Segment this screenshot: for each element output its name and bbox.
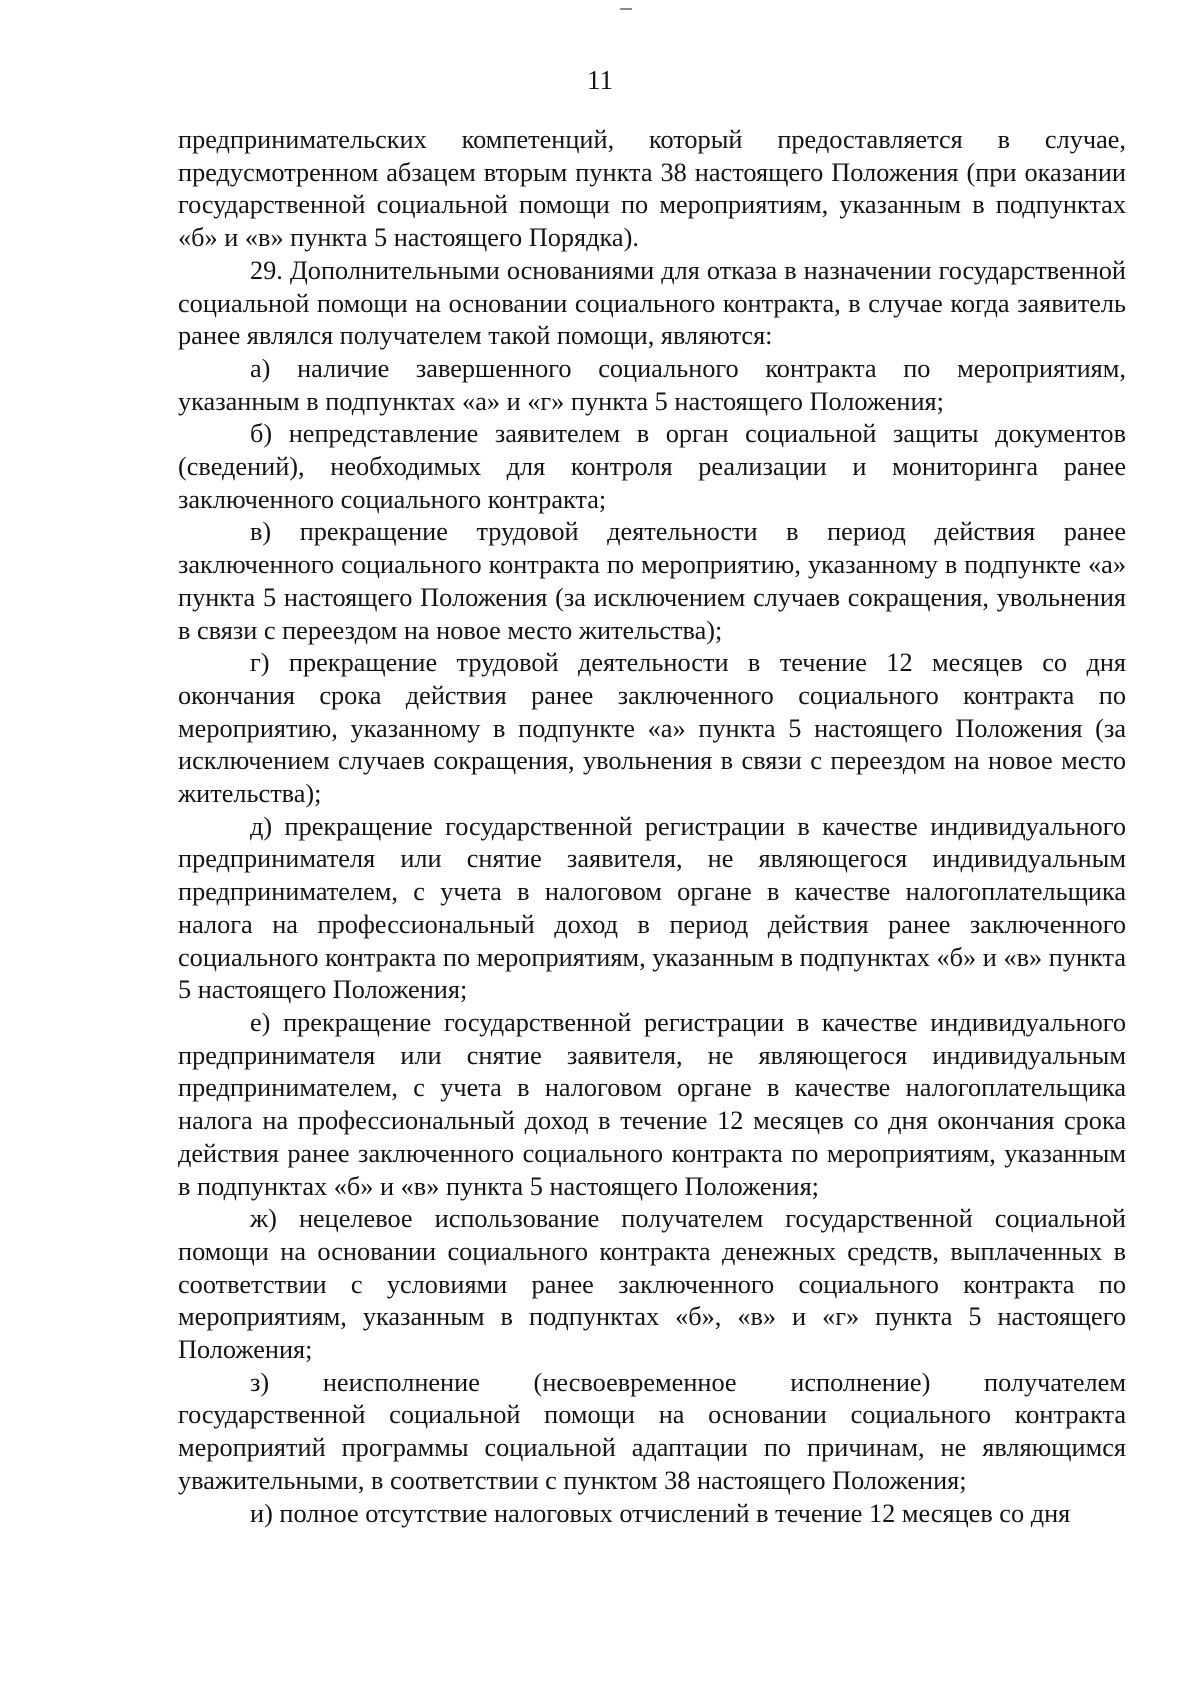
- paragraph-item-a: а) наличие завершенного социального контракта по мероприятиям, указанным в подпунктах «а» и «г» пункта 5 настоящего Положения;: [178, 353, 1126, 416]
- paragraph-item-d: д) прекращение государственной регистрации в качестве индивидуального предпринимателя или снятие заявителя, не являющегося индивидуальным предпринимателем, с учета в налоговом органе в качестве налогоплательщика налога на профессиональный доход в период действия ранее заключенного социального контракта по мероприятиям, указанным в подпунктах «б» и «в» пункта 5 настоящего Положения;: [178, 811, 1126, 1005]
- paragraph-item-v: в) прекращение трудовой деятельности в период действия ранее заключенного социального контракта по мероприятию, указанному в подпункте «а» пункта 5 настоящего Положения (за исключением случаев сокращения, увольнения в связи с переездом на новое место жительства);: [178, 517, 1126, 645]
- page-number: 11: [587, 65, 613, 95]
- paragraph-item-g: г) прекращение трудовой деятельности в течение 12 месяцев со дня окончания срока действия ранее заключенного социального контракта по мероприятию, указанному в подпункте «а» пункта 5 настоящего Положения (за исключением случаев сокращения, увольнения в связи с переездом на новое место жительства);: [178, 648, 1126, 809]
- paragraph-item-z: з) неисполнение (несвоевременное исполнение) получателем государственной социальной помощи на основании социального контракта мероприятий программы социальной адаптации по причинам, не являющимся уважительными, в соответствии с пунктом 38 настоящего Положения;: [178, 1367, 1126, 1495]
- scan-artifact-mark: [620, 8, 632, 10]
- paragraph-item-i: и) полное отсутствие налоговых отчислений в течение 12 месяцев со дня: [250, 1498, 1071, 1528]
- paragraph-item-zh: ж) нецелевое использование получателем государственной социальной помощи на основании социального контракта денежных средств, выплаченных в соответствии с условиями ранее заключенного социального контракта по мероприятиям, указанным в подпунктах «б», «в» и «г» пункта 5 настоящего Положения;: [178, 1204, 1126, 1365]
- paragraph-continuation: предпринимательских компетенций, который предоставляется в случае, предусмотренном абзацем вторым пункта 38 настоящего Положения (при оказании государственной социальной помощи по мероприятиям, указанным в подпунктах «б» и «в» пункта 5 настоящего Порядка).: [178, 125, 1126, 253]
- document-body: [178, 124, 1126, 1530]
- paragraph-item-b: б) непредставление заявителем в орган социальной защиты документов (сведений), необходимых для контроля реализации и мониторинга ранее заключенного социального контракта;: [178, 419, 1126, 514]
- paragraph-clause-29: 29. Дополнительными основаниями для отказа в назначении государственной социальной помощи на основании социального контракта, в случае когда заявитель ранее являлся получателем такой помощи, являются:: [178, 255, 1126, 351]
- paragraph-item-e: е) прекращение государственной регистрации в качестве индивидуального предпринимателя или снятие заявителя, не являющегося индивидуальным предпринимателем, с учета в налоговом органе в качестве налогоплательщика налога на профессиональный доход в течение 12 месяцев со дня окончания срока действия ранее заключенного социального контракта по мероприятиям, указанным в подпунктах «б» и «в» пункта 5 настоящего Положения;: [178, 1007, 1126, 1201]
